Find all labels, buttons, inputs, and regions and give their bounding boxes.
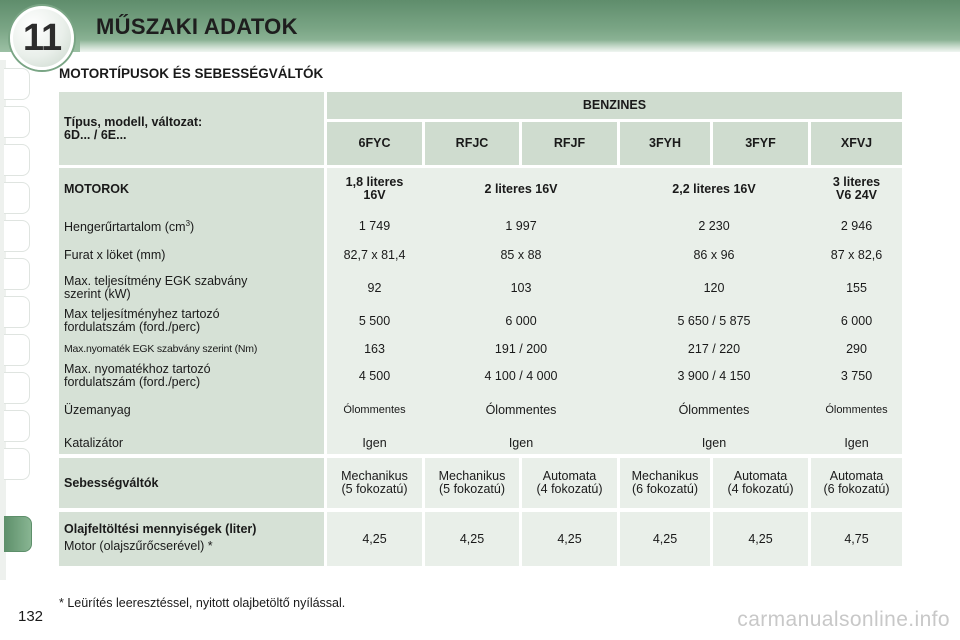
bore-stroke-value: 86 x 96: [693, 247, 735, 262]
chapter-tab[interactable]: [4, 448, 30, 480]
max-power-value: 120: [703, 280, 725, 295]
code-header: 3FYF: [713, 122, 808, 165]
torque-rpm-value: 4 100 / 4 000: [484, 368, 558, 383]
page-number: 132: [18, 608, 44, 625]
type-model-label: Típus, modell, változat: 6D... / 6E...: [59, 92, 324, 165]
power-rpm-value: 5 500: [358, 313, 391, 328]
chapter-tab[interactable]: [4, 182, 30, 214]
displacement-value: 1 749: [358, 218, 391, 233]
bore-stroke-value: 87 x 82,6: [830, 247, 883, 262]
catalyst-value: Igen: [701, 435, 727, 450]
engines-label: MOTOROK: [64, 181, 130, 196]
chapter-tab[interactable]: [4, 258, 30, 290]
catalyst-value: Igen: [508, 435, 534, 450]
gearbox-value: Automata (4 fokozatú): [522, 458, 617, 508]
max-power-value: 103: [510, 280, 532, 295]
chapter-tab[interactable]: [4, 334, 30, 366]
section-title: MOTORTÍPUSOK ÉS SEBESSÉGVÁLTÓK: [59, 66, 324, 81]
chapter-tab[interactable]: [4, 144, 30, 176]
footnote: * Leürítés leeresztéssel, nyitott olajbetöltő nyílással.: [59, 596, 346, 610]
max-torque-value: 217 / 220: [687, 341, 741, 356]
chapter-tab[interactable]: [4, 106, 30, 138]
displacement-value: 2 946: [840, 218, 873, 233]
page-title: MŰSZAKI ADATOK: [96, 14, 298, 39]
fuel-label: Üzemanyag: [64, 402, 131, 417]
power-rpm-value: 6 000: [840, 313, 873, 328]
chapter-tab[interactable]: [4, 372, 30, 404]
displacement-value: 2 230: [698, 218, 730, 233]
code-header: RFJC: [425, 122, 519, 165]
torque-rpm-value: 4 500: [358, 368, 391, 383]
chapter-number: 11: [22, 16, 62, 59]
gearbox-value: Automata (6 fokozatú): [811, 458, 902, 508]
gearbox-value: Mechanikus (5 fokozatú): [327, 458, 422, 508]
watermark: carmanualsonline.info: [737, 608, 950, 631]
code-header: RFJF: [522, 122, 617, 165]
fuel-value: Ólommentes: [343, 403, 406, 416]
chapter-tab[interactable]: [4, 220, 30, 252]
oil-capacity-value: 4,25: [425, 512, 519, 566]
max-torque-value: 163: [364, 341, 385, 356]
code-header: XFVJ: [811, 122, 902, 165]
torque-rpm-value: 3 750: [840, 368, 873, 383]
code-header: 6FYC: [327, 122, 422, 165]
oil-capacity-value: 4,75: [811, 512, 902, 566]
power-rpm-label: Max teljesítményhez tartozó fordulatszám (ford./perc): [64, 307, 220, 334]
oil-capacity-value: 4,25: [713, 512, 808, 566]
displacement-label: Hengerűrtartalom $(cm^3)$: [64, 219, 195, 235]
bore-stroke-value: 82,7 x 81,4: [343, 247, 406, 262]
oil-capacity-label: Olajfeltöltési mennyiségek (liter) Motor (olajszűrőcserével) *: [59, 512, 324, 566]
engine-name: 3 literes V6 24V: [832, 175, 881, 202]
gearbox-value: Automata (4 fokozatú): [713, 458, 808, 508]
engine-name: 1,8 literes 16V: [345, 175, 404, 202]
fuel-value: Ólommentes: [485, 402, 557, 417]
oil-capacity-value: 4,25: [620, 512, 710, 566]
oil-capacity-value: 4,25: [327, 512, 422, 566]
max-power-value: 155: [846, 280, 867, 295]
chapter-tab[interactable]: [4, 68, 30, 100]
max-power-label: Max. teljesítmény EGK szabvány szerint (kW): [64, 274, 248, 301]
oil-capacity-value: 4,25: [522, 512, 617, 566]
chapter-tab[interactable]: [4, 296, 30, 328]
gearbox-value: Mechanikus (6 fokozatú): [620, 458, 710, 508]
max-torque-value: 290: [846, 341, 867, 356]
catalyst-value: Igen: [362, 435, 387, 450]
engine-name: 2 literes 16V: [484, 181, 558, 196]
chapter-tabs: [0, 60, 34, 580]
max-power-value: 92: [367, 280, 382, 295]
gearbox-label: Sebességváltók: [59, 458, 324, 508]
displacement-value: 1 997: [505, 218, 537, 233]
chapter-tab-active[interactable]: [4, 516, 32, 552]
torque-rpm-label: Max. nyomatékhoz tartozó fordulatszám (ford./perc): [64, 362, 211, 389]
power-rpm-value: 5 650 / 5 875: [677, 313, 751, 328]
fuel-group-header: BENZINES: [327, 92, 902, 119]
chapter-tab[interactable]: [4, 410, 30, 442]
code-header: 3FYH: [620, 122, 710, 165]
max-torque-label: Max.nyomaték EGK szabvány szerint (Nm): [64, 342, 258, 355]
catalyst-value: Igen: [844, 435, 869, 450]
fuel-value: Ólommentes: [678, 402, 750, 417]
header-bar-fade: [80, 40, 960, 52]
gearbox-value: Mechanikus (5 fokozatú): [425, 458, 519, 508]
bore-stroke-value: 85 x 88: [500, 247, 542, 262]
fuel-value: Ólommentes: [825, 403, 888, 416]
power-rpm-value: 6 000: [505, 313, 537, 328]
torque-rpm-value: 3 900 / 4 150: [677, 368, 751, 383]
catalyst-label: Katalizátor: [64, 435, 124, 450]
max-torque-value: 191 / 200: [494, 341, 548, 356]
bore-stroke-label: Furat x löket (mm): [64, 247, 166, 262]
engine-name: 2,2 literes 16V: [672, 181, 756, 196]
